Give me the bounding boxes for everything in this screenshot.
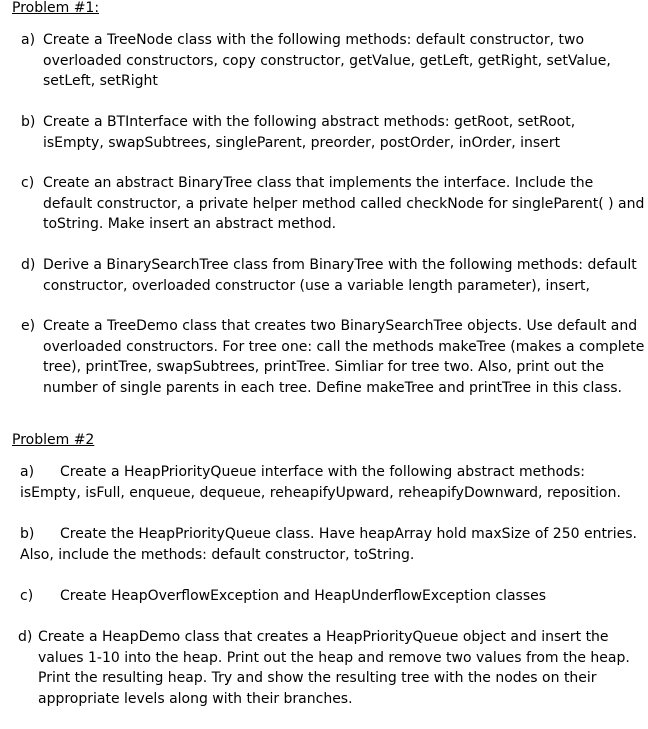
- item-marker: d): [18, 629, 33, 645]
- item-line: values 1-10 into the heap. Print out the heap and remove two values from the heap.: [38, 649, 630, 666]
- problem-2-item-d: [18, 627, 640, 709]
- item-marker: e): [21, 318, 36, 334]
- item-line: Derive a BinarySearchTree class from BinaryTree with the following methods: default: [43, 257, 637, 273]
- item-line: appropriate levels along with their branches.: [38, 690, 353, 707]
- item-first-line: [20, 462, 640, 483]
- item-line: Create a TreeDemo class that creates two BinarySearchTree objects. Use default and: [43, 318, 638, 334]
- item-line: setLeft, setRight: [43, 73, 158, 89]
- item-text: [43, 173, 644, 235]
- item-line: Create a BTInterface with the following abstract methods: getRoot, setRoot,: [43, 114, 576, 130]
- item-line: Create the HeapPriorityQueue class. Have heapArray hold maxSize of 250 entries.: [60, 526, 637, 542]
- problem-2-item-c: [20, 586, 640, 607]
- item-marker: c): [21, 175, 35, 191]
- item-line: overloaded constructors. For tree one: call the methods makeTree (makes a complete: [43, 338, 645, 355]
- problem-1-item-b: [21, 112, 641, 153]
- problem-1-item-e: [21, 316, 645, 398]
- problem-1-heading: Problem #1:: [12, 0, 100, 16]
- item-line: Print the resulting heap. Try and show the resulting tree with the nodes on their: [38, 670, 597, 686]
- item-line: Create HeapOverflowException and HeapUnderflowException classes: [60, 588, 547, 604]
- item-line: Also, include the methods: default constructor, toString.: [20, 546, 415, 563]
- item-text: [43, 30, 641, 92]
- item-text: [43, 316, 644, 398]
- item-line: Create a HeapDemo class that creates a HeapPriorityQueue object and insert the: [38, 629, 609, 645]
- problem-1-item-c: [21, 173, 645, 235]
- item-line: Create an abstract BinaryTree class that implements the interface. Include the: [43, 175, 594, 191]
- item-line: tree), printTree, swapSubtrees, printTree. Simliar for tree two. Also, print out the: [43, 359, 605, 375]
- item-line: isEmpty, isFull, enqueue, dequeue, reheapifyUpward, reheapifyDownward, reposition.: [20, 484, 621, 501]
- item-text: [43, 112, 641, 153]
- item-marker: b): [20, 526, 35, 542]
- problem-1-item-d: [21, 255, 641, 296]
- item-line: constructor, overloaded constructor (use a variable length parameter), insert,: [43, 277, 590, 294]
- problem-2-item-b: [20, 524, 640, 565]
- item-line: Create a TreeNode class with the following methods: default constructor, two: [43, 32, 585, 48]
- item-marker: d): [21, 257, 36, 273]
- item-marker: c): [20, 588, 34, 604]
- item-marker: b): [21, 114, 36, 130]
- item-line: number of single parents in each tree. Define makeTree and printTree in this class.: [43, 379, 622, 396]
- item-line: isEmpty, swapSubtrees, singleParent, preorder, postOrder, inOrder, insert: [43, 134, 561, 151]
- item-text: [38, 627, 640, 709]
- item-line: toString. Make insert an abstract method.: [43, 216, 337, 232]
- item-marker: a): [21, 32, 36, 48]
- item-line: default constructor, a private helper method called checkNode for singleParent( ) and: [43, 195, 645, 212]
- problem-1-item-a: [21, 30, 641, 92]
- item-marker: a): [20, 464, 35, 480]
- problem-2-heading: Problem #2: [12, 432, 95, 448]
- item-line: overloaded constructors, copy constructor, getValue, getLeft, getRight, setValue,: [43, 52, 611, 69]
- item-text: [43, 255, 641, 296]
- problem-2-item-a: [20, 462, 640, 503]
- item-first-line: [20, 524, 640, 545]
- item-line: Create a HeapPriorityQueue interface with the following abstract methods:: [60, 464, 586, 480]
- item-first-line: [20, 586, 640, 607]
